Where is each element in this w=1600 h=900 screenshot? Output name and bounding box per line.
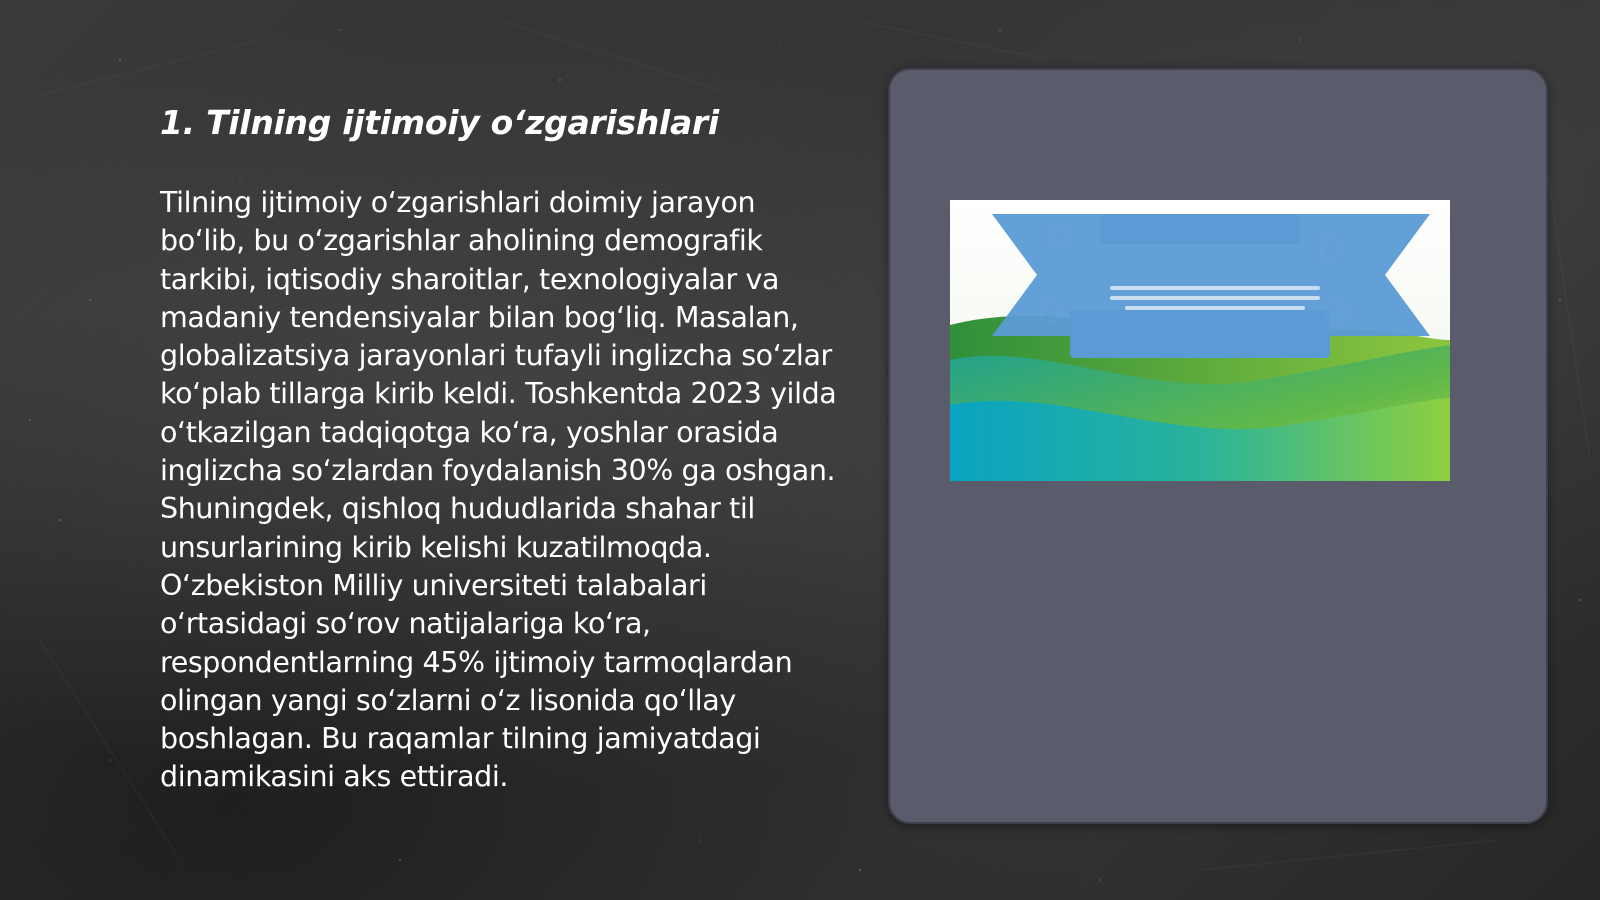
- illustration-image: [950, 200, 1450, 481]
- slide-heading: 1. Tilning ijtimoiy o‘zgarishlari: [160, 103, 719, 142]
- slide-paragraph: Tilning ijtimoiy o‘zgarishlari doimiy jarayon bo‘lib, bu o‘zgarishlar aholining demografik tarkibi, iqtisodiy sharoitlar, texnologiyalar va madaniy tendensiyalar bilan bog‘liq. Masalan, globalizatsiya jarayonlari tufayli inglizcha so‘zlar ko‘plab tillarga kirib keldi. Toshkentda 2023 yilda o‘tkazilgan tadqiqotga ko‘ra, yoshlar orasida inglizcha so‘zlardan foydalanish 30% ga oshgan. Shuningdek, qishloq hududlarida shahar til unsurlarining kirib kelishi kuzatilmoqda. O‘zbekiston Milliy universiteti talabalari o‘rtasidagi so‘rov natijalariga ko‘ra, respondentlarning 45% ijtimoiy tarmoqlardan olingan yangi so‘zlarni o‘z lisonida qo‘llay boshlagan. Bu raqamlar tilning jamiyatdagi dinamikasini aks ettiradi.: [160, 186, 837, 794]
